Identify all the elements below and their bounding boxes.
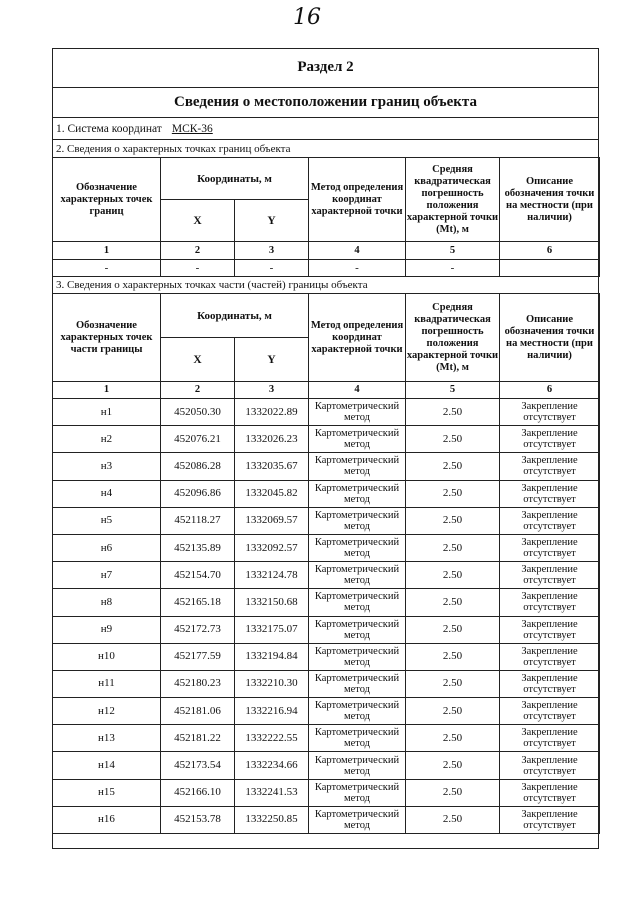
point-method: Картометрический метод <box>309 752 406 779</box>
point-method: Картометрический метод <box>309 670 406 697</box>
point-error: 2.50 <box>406 779 500 806</box>
point-method: Картометрический метод <box>309 698 406 725</box>
point-method: Картометрический метод <box>309 507 406 534</box>
col-description: Описание обозначения точки на местности (при наличии) <box>500 294 600 382</box>
table-row <box>53 806 600 833</box>
point-description: Закрепление отсутствует <box>500 670 600 697</box>
point-name: н15 <box>53 779 161 806</box>
table-row <box>53 698 600 725</box>
point-name: н3 <box>53 453 161 480</box>
table-row <box>53 507 600 534</box>
point-x: 452181.06 <box>161 698 235 725</box>
col-description: Описание обозначения точки на местности (при наличии) <box>500 158 600 242</box>
point-x: 452086.28 <box>161 453 235 480</box>
point-y: 1332234.66 <box>235 752 309 779</box>
section-title-row <box>52 48 599 88</box>
point-method: Картометрический метод <box>309 453 406 480</box>
parts-header-row <box>52 276 599 293</box>
point-y: 1332150.68 <box>235 589 309 616</box>
col-method: Метод определения координат характерной точки <box>309 158 406 242</box>
point-error: 2.50 <box>406 480 500 507</box>
point-error: 2.50 <box>406 806 500 833</box>
point-y: 1332045.82 <box>235 480 309 507</box>
point-description: Закрепление отсутствует <box>500 616 600 643</box>
point-method: Картометрический метод <box>309 589 406 616</box>
point-method: Картометрический метод <box>309 399 406 426</box>
point-error: 2.50 <box>406 426 500 453</box>
part-points-table <box>52 293 600 834</box>
point-method: Картометрический метод <box>309 779 406 806</box>
point-name: н11 <box>53 670 161 697</box>
point-error: 2.50 <box>406 534 500 561</box>
point-x: 452050.30 <box>161 399 235 426</box>
point-error: 2.50 <box>406 616 500 643</box>
point-x: 452177.59 <box>161 643 235 670</box>
point-x: 452173.54 <box>161 752 235 779</box>
table-row <box>53 616 600 643</box>
coord-system-value: МСК-36 <box>171 122 213 135</box>
point-description: Закрепление отсутствует <box>500 562 600 589</box>
point-description: Закрепление отсутствует <box>500 507 600 534</box>
point-name: н8 <box>53 589 161 616</box>
point-y: 1332124.78 <box>235 562 309 589</box>
point-y: 1332069.57 <box>235 507 309 534</box>
table-row <box>53 589 600 616</box>
coord-system-label: 1. Система координат <box>56 122 162 135</box>
point-name: н7 <box>53 562 161 589</box>
point-description: Закрепление отсутствует <box>500 643 600 670</box>
point-y: 1332250.85 <box>235 806 309 833</box>
point-method: Картометрический метод <box>309 426 406 453</box>
point-name: н9 <box>53 616 161 643</box>
point-error: 2.50 <box>406 725 500 752</box>
point-description: Закрепление отсутствует <box>500 589 600 616</box>
point-name: н2 <box>53 426 161 453</box>
point-error: 2.50 <box>406 670 500 697</box>
table-row <box>53 399 600 426</box>
point-y: 1332092.57 <box>235 534 309 561</box>
col-error: Средняя квадратическая погрешность положения характерной точки (Mt), м <box>406 158 500 242</box>
point-name: н14 <box>53 752 161 779</box>
points-header-row <box>52 140 599 157</box>
parts-header: 3. Сведения о характерных точках части (частей) границы объекта <box>56 278 368 291</box>
point-description: Закрепление отсутствует <box>500 453 600 480</box>
point-x: 452135.89 <box>161 534 235 561</box>
point-description: Закрепление отсутствует <box>500 426 600 453</box>
point-y: 1332210.30 <box>235 670 309 697</box>
point-method: Картометрический метод <box>309 725 406 752</box>
point-error: 2.50 <box>406 562 500 589</box>
point-error: 2.50 <box>406 589 500 616</box>
col-x: X <box>161 338 235 382</box>
table-row <box>53 534 600 561</box>
points-header: 2. Сведения о характерных точках границ объекта <box>56 142 291 155</box>
point-y: 1332241.53 <box>235 779 309 806</box>
point-description: Закрепление отсутствует <box>500 534 600 561</box>
point-name: н6 <box>53 534 161 561</box>
point-description: Закрепление отсутствует <box>500 480 600 507</box>
col-y: Y <box>235 338 309 382</box>
point-name: н12 <box>53 698 161 725</box>
page-number: 16 <box>293 5 321 30</box>
point-x: 452096.86 <box>161 480 235 507</box>
empty-row: - - - - - <box>53 260 600 277</box>
point-x: 452172.73 <box>161 616 235 643</box>
column-numbers-row: 1 2 3 4 5 6 <box>53 382 600 399</box>
table-row <box>53 480 600 507</box>
table-row <box>53 779 600 806</box>
boundary-points-table <box>52 157 600 277</box>
point-x: 452154.70 <box>161 562 235 589</box>
table-row <box>53 562 600 589</box>
point-error: 2.50 <box>406 507 500 534</box>
point-name: н10 <box>53 643 161 670</box>
section-subtitle: Сведения о местоположении границ объекта <box>174 94 477 110</box>
table-row <box>53 670 600 697</box>
point-y: 1332222.55 <box>235 725 309 752</box>
point-method: Картометрический метод <box>309 806 406 833</box>
point-description: Закрепление отсутствует <box>500 698 600 725</box>
point-description: Закрепление отсутствует <box>500 779 600 806</box>
point-x: 452118.27 <box>161 507 235 534</box>
point-x: 452076.21 <box>161 426 235 453</box>
col-coords: Координаты, м <box>161 294 309 338</box>
point-name: н13 <box>53 725 161 752</box>
table-row <box>53 752 600 779</box>
point-error: 2.50 <box>406 399 500 426</box>
point-method: Картометрический метод <box>309 643 406 670</box>
point-name: н4 <box>53 480 161 507</box>
col-error: Средняя квадратическая погрешность положения характерной точки (Mt), м <box>406 294 500 382</box>
point-method: Картометрический метод <box>309 534 406 561</box>
point-description: Закрепление отсутствует <box>500 806 600 833</box>
point-error: 2.50 <box>406 453 500 480</box>
point-name: н16 <box>53 806 161 833</box>
point-x: 452166.10 <box>161 779 235 806</box>
table-row <box>53 453 600 480</box>
point-y: 1332035.67 <box>235 453 309 480</box>
point-description: Закрепление отсутствует <box>500 399 600 426</box>
point-name: н5 <box>53 507 161 534</box>
point-error: 2.50 <box>406 698 500 725</box>
point-method: Картометрический метод <box>309 562 406 589</box>
col-x: X <box>161 200 235 242</box>
section-subtitle-row <box>52 88 599 118</box>
point-x: 452180.23 <box>161 670 235 697</box>
col-y: Y <box>235 200 309 242</box>
column-numbers-row: 1 2 3 4 5 6 <box>53 242 600 260</box>
point-description: Закрепление отсутствует <box>500 752 600 779</box>
point-y: 1332026.23 <box>235 426 309 453</box>
table-row <box>53 643 600 670</box>
table-row <box>53 426 600 453</box>
col-designation: Обозначение характерных точек границ <box>53 158 161 242</box>
coord-system-row <box>52 118 599 140</box>
table-row <box>53 725 600 752</box>
point-method: Картометрический метод <box>309 616 406 643</box>
point-x: 452165.18 <box>161 589 235 616</box>
point-x: 452181.22 <box>161 725 235 752</box>
point-description: Закрепление отсутствует <box>500 725 600 752</box>
point-y: 1332022.89 <box>235 399 309 426</box>
point-method: Картометрический метод <box>309 480 406 507</box>
point-error: 2.50 <box>406 752 500 779</box>
point-name: н1 <box>53 399 161 426</box>
point-y: 1332216.94 <box>235 698 309 725</box>
col-designation-part: Обозначение характерных точек части границы <box>53 294 161 382</box>
point-error: 2.50 <box>406 643 500 670</box>
point-x: 452153.78 <box>161 806 235 833</box>
col-coords: Координаты, м <box>161 158 309 200</box>
point-y: 1332175.07 <box>235 616 309 643</box>
point-y: 1332194.84 <box>235 643 309 670</box>
section-title: Раздел 2 <box>297 59 354 75</box>
col-method: Метод определения координат характерной точки <box>309 294 406 382</box>
